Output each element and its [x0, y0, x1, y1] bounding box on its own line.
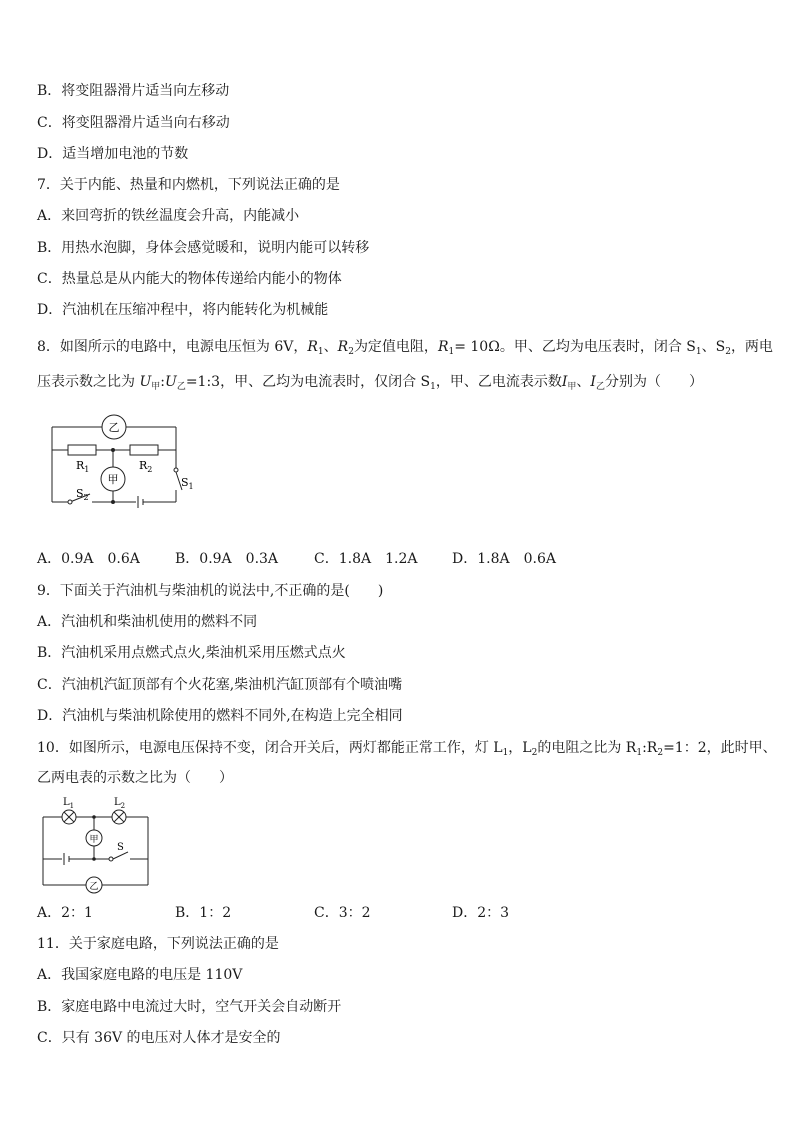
q10-l2-label: $L_2$	[114, 797, 126, 810]
q8-s1-label: $S_1$	[181, 476, 194, 491]
q11-option-c: C．只有 36V 的电压对人体才是安全的	[37, 1030, 281, 1046]
q7-option-b: B．用热水泡脚，身体会感觉暖和，说明内能可以转移	[37, 240, 370, 256]
q10-l1-label: $L_1$	[63, 797, 75, 810]
q6-option-d: D．适当增加电池的节数	[37, 146, 189, 162]
q10-switch-label: S	[117, 842, 124, 853]
q8-option-b: B．0.9A 0.3A	[175, 551, 279, 567]
q8-option-d: D．1.8A 0.6A	[452, 551, 556, 567]
q10-circuit-diagram	[38, 794, 158, 894]
q8-meter-yi-label: 乙	[108, 421, 120, 434]
q11-stem: 11．关于家庭电路，下列说法正确的是	[37, 936, 279, 952]
q10-option-a: A．2：1	[37, 905, 93, 921]
q7-stem: 7．关于内能、热量和内燃机，下列说法正确的是	[37, 177, 340, 193]
q8-option-a: A．0.9A 0.6A	[37, 551, 140, 567]
q10-option-d: D．2：3	[452, 905, 510, 921]
q7-option-a: A．来回弯折的铁丝温度会升高，内能减小	[37, 208, 300, 224]
q10-stem-line1: 10．如图所示，电源电压保持不变，闭合开关后，两灯都能正常工作，灯 $L_1$，$L_2$的电阻之比为 $R_1:R_2=1$：2，此时甲、	[37, 740, 777, 758]
q8-circuit-diagram	[40, 410, 200, 520]
q10-option-c: C．3：2	[314, 905, 371, 921]
q10-meter-yi-label: 乙	[89, 882, 99, 892]
q9-option-b: B．汽油机采用点燃式点火,柴油机采用压燃式点火	[37, 645, 346, 661]
q6-option-b: B．将变阻器滑片适当向左移动	[37, 83, 230, 99]
q9-option-a: A．汽油机和柴油机使用的燃料不同	[37, 614, 258, 630]
q9-option-d: D．汽油机与柴油机除使用的燃料不同外,在构造上完全相同	[37, 708, 403, 724]
q8-r2-label: $R_2$	[139, 459, 153, 474]
q11-option-a: A．我国家庭电路的电压是 110V	[37, 967, 243, 983]
q8-option-c: C．1.8A 1.2A	[314, 551, 418, 567]
q7-option-c: C．热量总是从内能大的物体传递给内能小的物体	[37, 271, 342, 287]
q8-stem-line2: 压表示数之比为 $U_甲:U_乙=1:3$，甲、乙均为电流表时，仅闭合 $S_1$，甲、乙电流表示数$I_甲$、$I_乙$分别为（ ）	[37, 374, 703, 392]
q10-meter-jia-label: 甲	[89, 835, 99, 845]
q8-meter-jia-label: 甲	[107, 473, 119, 486]
q11-option-b: B．家庭电路中电流过大时，空气开关会自动断开	[37, 999, 342, 1015]
q9-stem: 9．下面关于汽油机与柴油机的说法中,不正确的是( )	[37, 583, 384, 599]
q9-option-c: C．汽油机汽缸顶部有个火花塞,柴油机汽缸顶部有个喷油嘴	[37, 677, 403, 693]
q10-option-b: B．1：2	[175, 905, 232, 921]
q6-option-c: C．将变阻器滑片适当向右移动	[37, 115, 230, 131]
q10-stem-line2: 乙两电表的示数之比为（ ）	[37, 770, 233, 786]
q8-s2-label: $S_2$	[76, 487, 89, 502]
q7-option-d: D．汽油机在压缩冲程中，将内能转化为机械能	[37, 302, 329, 318]
q8-stem-line1: 8．如图所示的电路中，电源电压恒为 6V，$R_1$、$R_2$为定值电阻，$R_1= 10\Omega$。甲、乙均为电压表时，闭合 $S_1$、$S_2$，两电	[37, 339, 773, 357]
q8-r1-label: $R_1$	[76, 459, 90, 474]
